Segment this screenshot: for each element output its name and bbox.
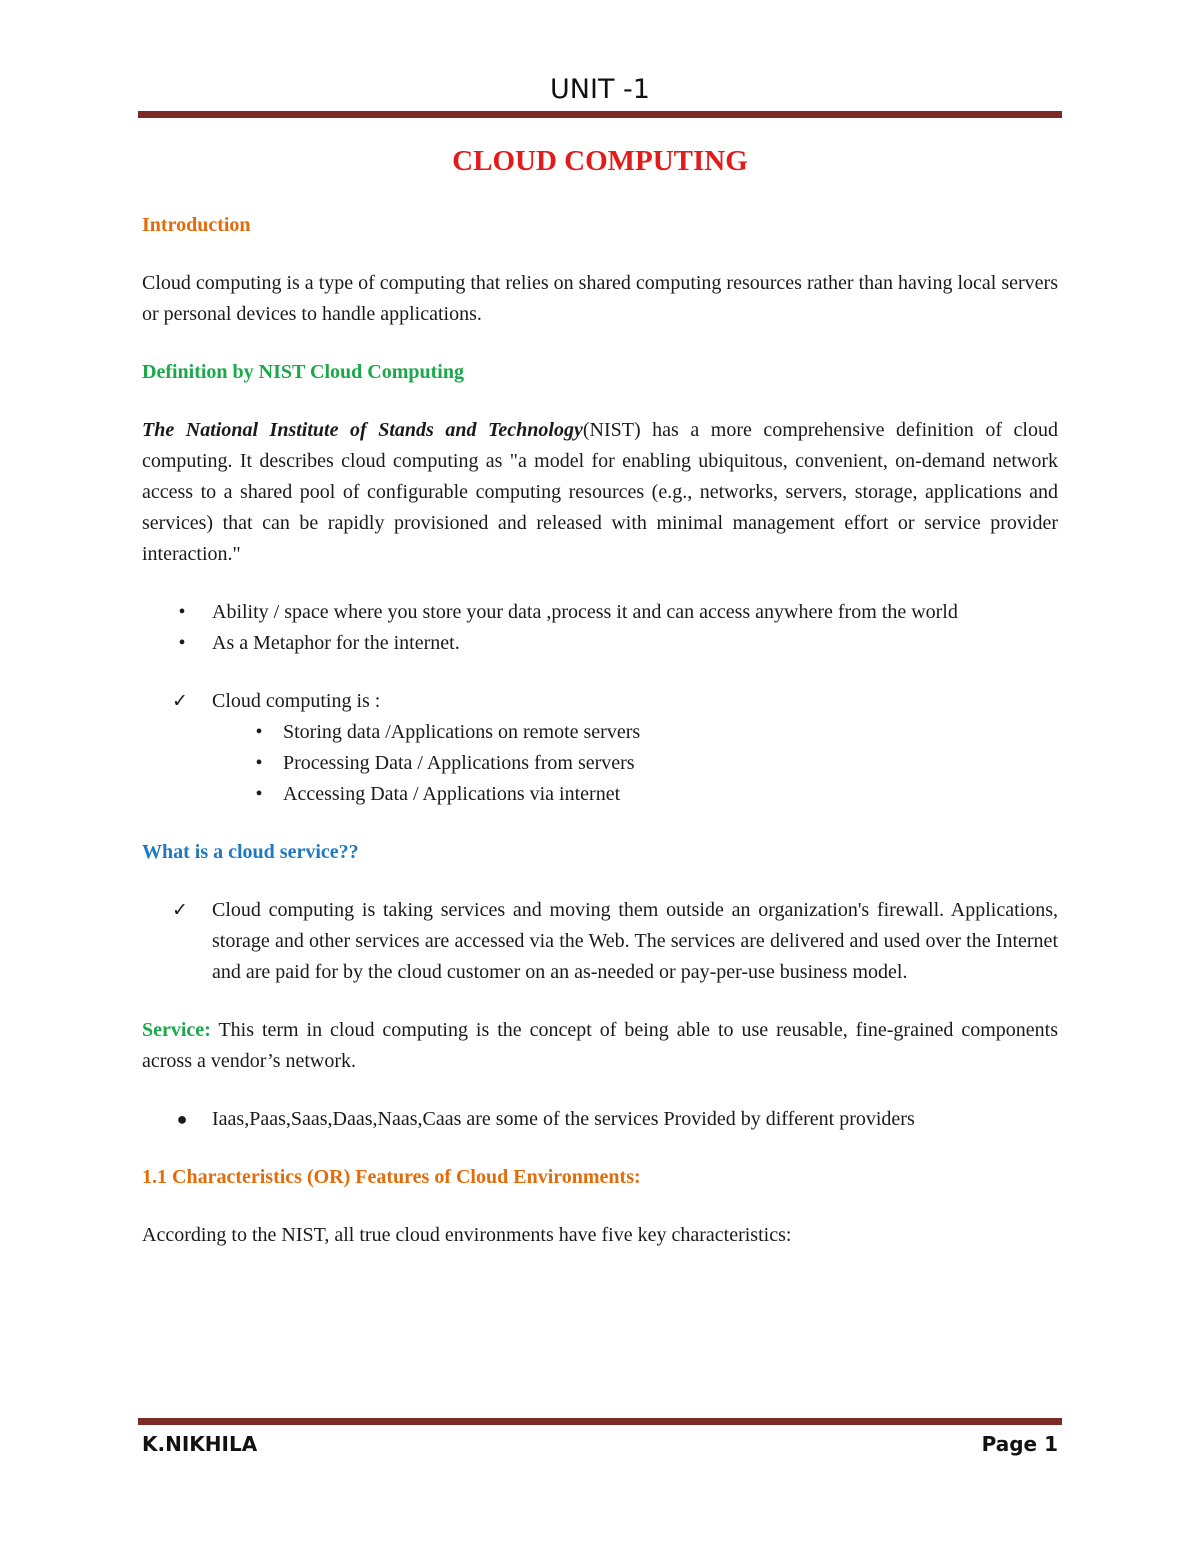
unit-header: UNIT -1 (550, 74, 650, 105)
nist-heading: Definition by NIST Cloud Computing (142, 361, 464, 383)
footer-page-number: Page 1 (981, 1432, 1058, 1456)
list-item: ● Iaas,Paas,Saas,Daas,Naas,Caas are some of the services Provided by different providers (142, 1104, 1058, 1135)
list-item: • Accessing Data / Applications via internet (142, 779, 1058, 810)
bullet-icon: • (255, 783, 263, 805)
list-item: • Storing data /Applications on remote servers (142, 717, 1058, 748)
bullet-icon: • (178, 632, 186, 654)
list-item: ✓ Cloud computing is : (142, 686, 1058, 717)
list-item: • As a Metaphor for the internet. (142, 628, 1058, 659)
list-item: ✓ Cloud computing is taking services and moving them outside an organization's firewall. Applications, storage and other services are accessed via the Web. The services are delivered and used over the Internet and are paid for by the cloud customer on an as-needed or pay-per-use business model. (142, 895, 1058, 988)
document-title: CLOUD COMPUTING (452, 145, 748, 177)
service-lead: Service: (142, 1019, 211, 1041)
cloud-service-check-list (142, 895, 1058, 988)
characteristics-heading: 1.1 Characteristics (OR) Features of Cloud Environments: (142, 1166, 641, 1188)
document-body (142, 210, 1058, 1251)
service-definition (142, 1015, 1058, 1077)
footer-author: K.NIKHILA (142, 1432, 258, 1456)
filled-dot-icon: ● (176, 1109, 188, 1129)
service-types-list (142, 1104, 1058, 1135)
characteristics-paragraph: According to the NIST, all true cloud environments have five key characteristics: (142, 1224, 792, 1246)
intro-paragraph: Cloud computing is a type of computing that relies on shared computing resources rather than having local servers or personal devices to handle applications. (142, 272, 1058, 325)
list-item: • Ability / space where you store your data ,process it and can access anywhere from the world (142, 597, 1058, 628)
nist-lead: The National Institute of Stands and Technology (142, 419, 583, 441)
nist-paragraph (142, 415, 1058, 570)
checkmark-icon: ✓ (172, 899, 188, 921)
intro-heading: Introduction (142, 214, 251, 236)
footer-rule (138, 1418, 1062, 1425)
cloud-service-heading: What is a cloud service?? (142, 841, 359, 863)
bullet-icon: • (255, 721, 263, 743)
service-text: This term in cloud computing is the concept of being able to use reusable, fine-grained components across a vendor’s network. (142, 1019, 1058, 1072)
checkmark-icon: ✓ (172, 690, 188, 712)
nist-text: (NIST) has a more comprehensive definition of cloud computing. It describes cloud computing as "a model for enabling ubiquitous, convenient, on-demand network access to a shared pool of configurable computing resources (e.g., networks, servers, storage, applications and services) that can be rapidly provisioned and released with minimal management effort or service provider interaction." (142, 419, 1058, 565)
nist-bullet-list (142, 597, 1058, 659)
bullet-icon: • (255, 752, 263, 774)
header-rule (138, 111, 1062, 118)
list-item: • Processing Data / Applications from servers (142, 748, 1058, 779)
bullet-icon: • (178, 601, 186, 623)
cloud-computing-sub-list (142, 717, 1058, 810)
cloud-computing-check-list (142, 686, 1058, 717)
